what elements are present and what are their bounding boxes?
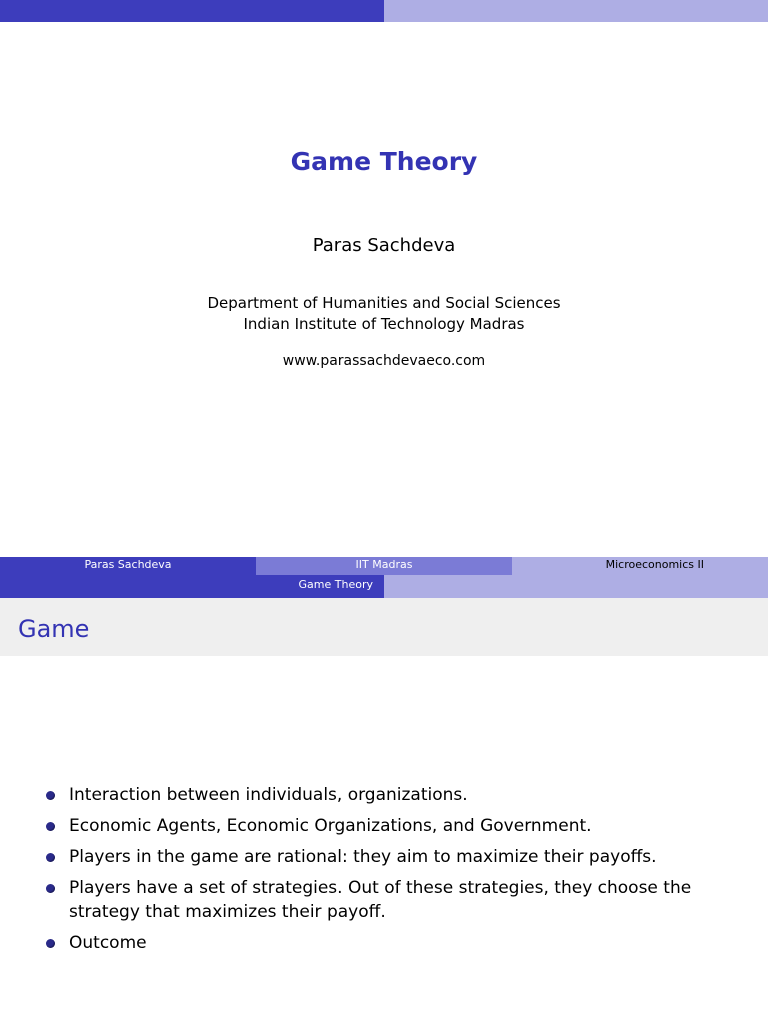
bullet-text: Interaction between individuals, organizations.: [69, 785, 468, 805]
top-bar-light-segment: [384, 0, 768, 22]
bullet-text: Economic Agents, Economic Organizations, and Government.: [69, 816, 592, 836]
top-bar-dark-segment: [0, 0, 384, 22]
bullet-text: Outcome: [69, 933, 147, 953]
list-item: [46, 931, 746, 955]
frame-title: Game: [18, 615, 90, 643]
bullet-ball-icon: [46, 822, 55, 831]
bullet-list: [46, 783, 746, 962]
footer-short-title: Game Theory: [0, 575, 384, 598]
footer-filler: [384, 575, 768, 598]
bullet-ball-icon: [46, 853, 55, 862]
institute-block: [0, 293, 768, 335]
list-item: [46, 876, 746, 924]
presentation-title: Game Theory: [290, 147, 478, 176]
footer-course: Microeconomics II: [512, 557, 768, 575]
institute-name: Indian Institute of Technology Madras: [243, 315, 525, 333]
footline-top-row: [0, 557, 768, 575]
author-website: www.parassachdevaeco.com: [282, 353, 486, 369]
footer-institute: IIT Madras: [256, 557, 512, 575]
bullet-ball-icon: [46, 884, 55, 893]
footline-bottom-row: [0, 575, 768, 598]
author-name: Paras Sachdeva: [312, 235, 456, 256]
bullet-ball-icon: [46, 791, 55, 800]
list-item: [46, 845, 746, 869]
bullet-text: Players in the game are rational: they aim to maximize their payoffs.: [69, 847, 657, 867]
bullet-ball-icon: [46, 939, 55, 948]
footer-author: Paras Sachdeva: [0, 557, 256, 575]
institute-department: Department of Humanities and Social Sciences: [207, 294, 561, 312]
top-headline-bar: [0, 0, 768, 22]
bullet-text: Players have a set of strategies. Out of these strategies, they choose the strategy that maximizes their payoff.: [69, 878, 692, 922]
frame-title-bar: [0, 598, 768, 656]
list-item: [46, 814, 746, 838]
list-item: [46, 783, 746, 807]
